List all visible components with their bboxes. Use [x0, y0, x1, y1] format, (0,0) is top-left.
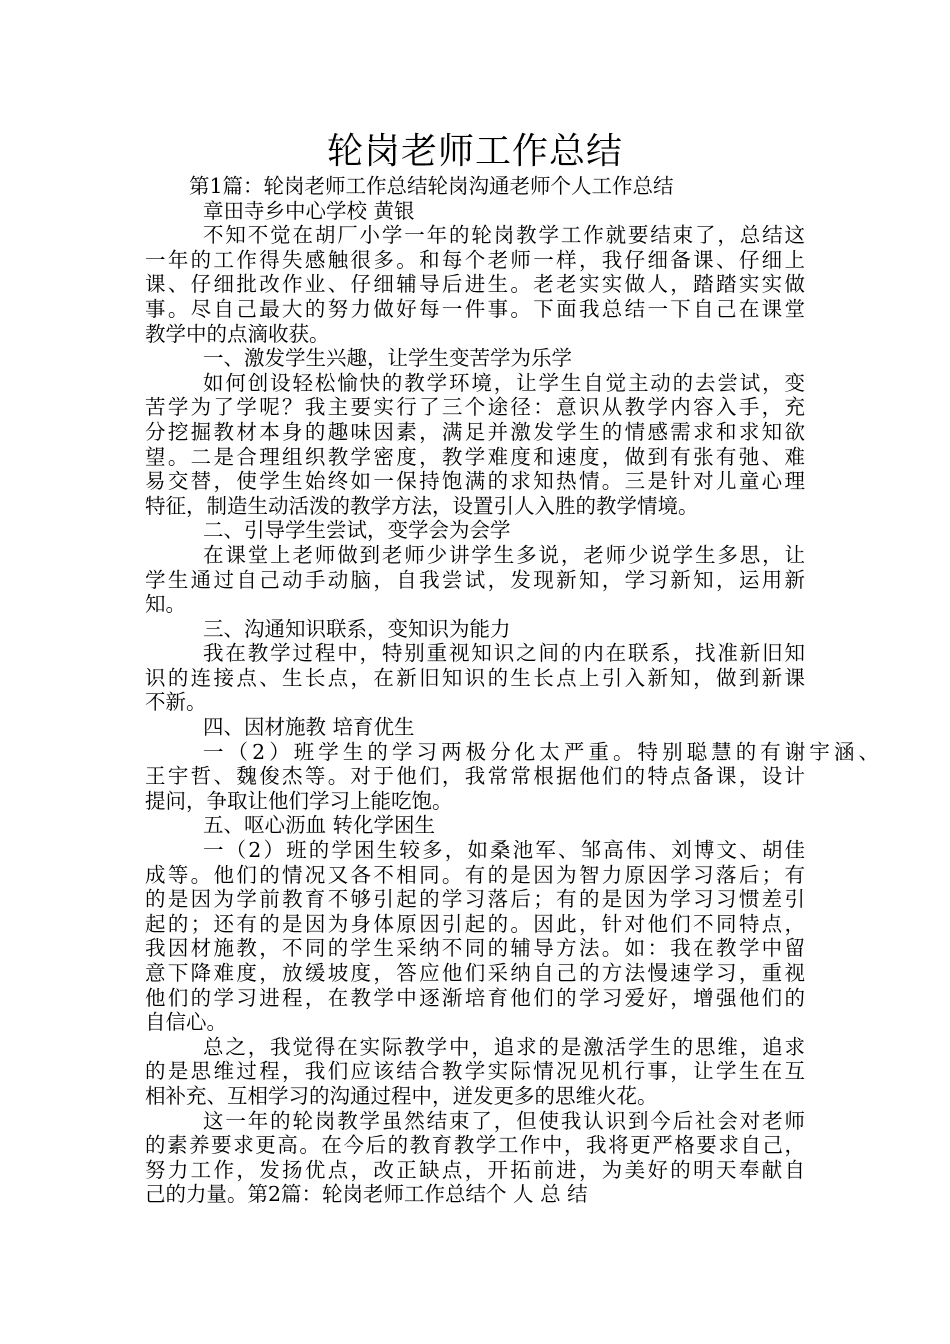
text-line: 总之，我觉得在实际教学中，追求的是激活学生的思维，追求	[203, 1034, 805, 1059]
text-line: 事。尽自己最大的努力做好每一件事。下面我总结一下自己在课堂	[145, 296, 805, 321]
document-body	[145, 174, 879, 1207]
text-line: 王宇哲、魏俊杰等。对于他们，我常常根据他们的特点备课，设计	[145, 764, 805, 789]
text-line: 如何创设轻松愉快的教学环境，让学生自觉主动的去尝试，变	[203, 370, 805, 395]
text-line: 不新。	[145, 690, 207, 715]
text-line: 这一年的轮岗教学虽然结束了，但使我认识到今后社会对老师	[203, 1108, 805, 1133]
text-line: 课、仔细批改作业、仔细辅导后进生。老老实实做人，踏踏实实做	[145, 272, 805, 297]
text-line: 相补充、互相学习的沟通过程中，迸发更多的思维火花。	[145, 1083, 658, 1108]
text-line: 我在教学过程中，特别重视知识之间的内在联系，找准新旧知	[203, 641, 805, 666]
text-line: 苦学为了学呢？我主要实行了三个途径：意识从教学内容入手，充	[145, 395, 805, 420]
text-line: 意下降难度，放缓坡度，答应他们采纳自己的方法慢速学习，重视	[145, 961, 805, 985]
text-line: 一年的工作得失感触很多。和每个老师一样，我仔细备课、仔细上	[145, 247, 805, 272]
section-heading: 二、引导学生尝试，变学会为会学	[203, 518, 511, 543]
text-line: 不知不觉在胡厂小学一年的轮岗教学工作就要结束了，总结这	[203, 223, 805, 248]
text-line: 他们的学习进程，在教学中逐渐培育他们的学习爱好，增强他们的	[145, 985, 805, 1010]
text-line: 自信心。	[145, 1010, 227, 1035]
text-line: 一（2）班学生的学习两极分化太严重。特别聪慧的有谢宇涵、	[203, 739, 879, 764]
text-line: 提问，争取让他们学习上能吃饱。	[145, 788, 453, 813]
text-line: 成等。他们的情况又各不相同。有的是因为智力原因学习落后；有	[145, 862, 805, 887]
document-title: 轮岗老师工作总结	[326, 131, 623, 172]
text-line: 的是因为学前教育不够引起的学习落后；有的是因为学习习惯差引	[145, 887, 805, 912]
text-line: 知。	[145, 592, 186, 617]
text-line: 识的连接点、生长点，在新旧知识的生长点上引入新知，做到新课	[145, 665, 805, 690]
text-line: 第1篇：轮岗老师工作总结轮岗沟通老师个人工作总结	[189, 174, 674, 198]
text-line: 章田寺乡中心学校 黄银	[203, 198, 415, 223]
text-line: 一（2）班的学困生较多，如桑池军、邹高伟、刘博文、胡佳	[203, 838, 805, 863]
section-heading: 一、激发学生兴趣，让学生变苦学为乐学	[203, 346, 572, 371]
text-line: 我因材施教，不同的学生采纳不同的辅导方法。如：我在教学中留	[145, 936, 805, 961]
text-line: 的是思维过程，我们应该结合教学实际情况见机行事，让学生在互	[145, 1059, 805, 1084]
text-line: 学生通过自己动手动脑，自我尝试，发现新知，学习新知，运用新	[145, 567, 805, 592]
text-line: 易交替，使学生始终如一保持饱满的求知热情。三是针对儿童心理	[145, 469, 805, 494]
text-line: 特征，制造生动活泼的教学方法，设置引人入胜的教学情境。	[145, 493, 699, 518]
text-line: 在课堂上老师做到老师少讲学生多说，老师少说学生多思，让	[203, 542, 805, 567]
text-line: 的素养要求更高。在今后的教育教学工作中，我将更严格要求自己，	[145, 1133, 805, 1158]
text-line: 望。二是合理组织教学密度，教学难度和速度，做到有张有弛、难	[145, 444, 805, 469]
text-line: 教学中的点滴收获。	[145, 321, 330, 346]
text-line: 己的力量。第2篇：轮岗老师工作总结个 人 总 结	[145, 1182, 588, 1207]
text-line: 分挖掘教材本身的趣味因素，满足并激发学生的情感需求和求知欲	[145, 419, 805, 444]
section-heading: 五、呕心沥血 转化学困生	[203, 813, 436, 838]
text-line: 努力工作，发扬优点，改正缺点，开拓前进，为美好的明天奉献自	[145, 1157, 805, 1182]
text-line: 起的；还有的是因为身体原因引起的。因此，针对他们不同特点，	[145, 911, 805, 936]
section-heading: 四、因材施教 培育优生	[203, 715, 415, 740]
section-heading: 三、沟通知识联系，变知识为能力	[203, 616, 511, 641]
